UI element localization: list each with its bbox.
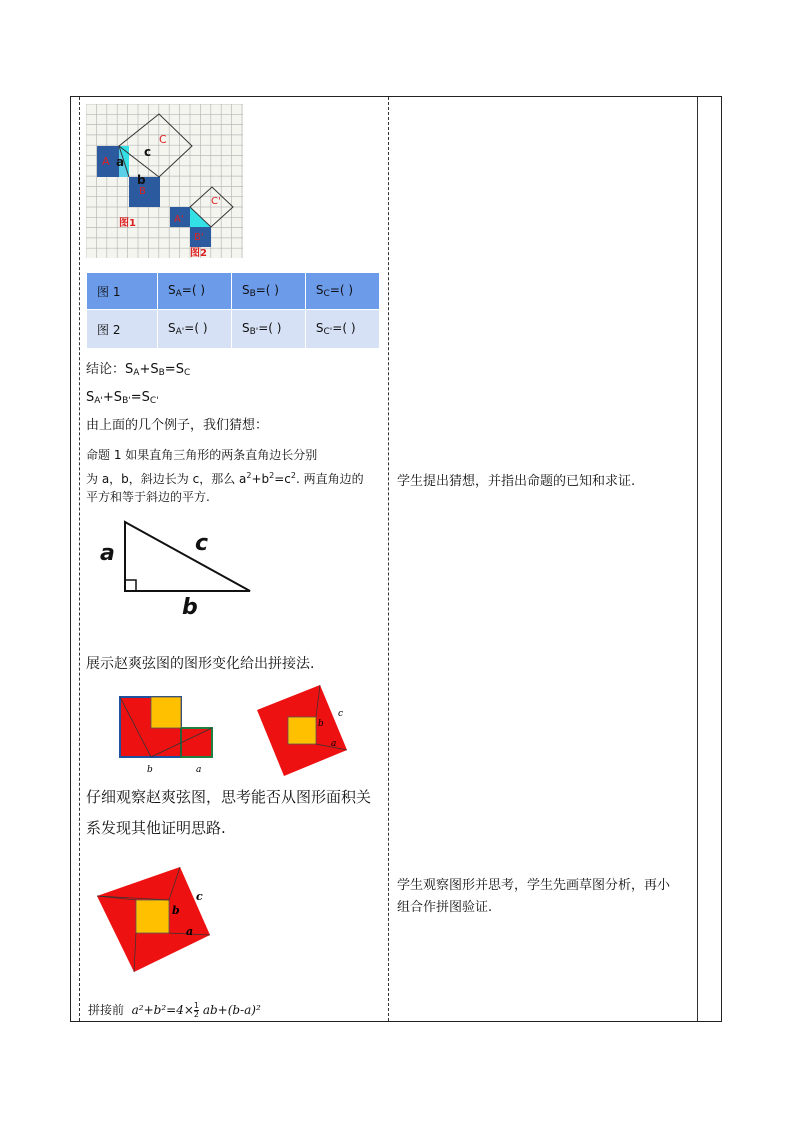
zhao-left-a: a	[196, 765, 202, 775]
zhao-right-figure	[252, 680, 364, 780]
observe-line-1: 仔细观察赵爽弦图，思考能否从图形面积关	[86, 788, 372, 806]
student-note-2-line-2: 组合作拼图验证.	[397, 900, 493, 915]
label-A: A	[102, 155, 110, 168]
row-label: 图 2	[87, 310, 158, 349]
column-divider	[697, 97, 698, 1021]
label-c: c	[144, 145, 152, 159]
student-note-1: 学生提出猜想，并指出命题的已知和求证.	[397, 474, 636, 489]
side-a-label: a	[100, 541, 115, 566]
label-B2: B'	[194, 232, 204, 243]
label-b: b	[137, 173, 146, 187]
big-c: c	[196, 890, 203, 903]
proposition-line-2: 为 a，b，斜边长为 c，那么 $a^2+b^2=c^2$. 两直角边的	[86, 471, 364, 486]
zhao-left-figure	[115, 692, 220, 777]
label-a: a	[116, 155, 125, 169]
side-c-label: c	[195, 531, 209, 556]
side-b-label: b	[182, 595, 198, 620]
caption-fig1: 图1	[119, 218, 136, 229]
conclusion-line-1: 结论：$S_A+S_B=S_C$	[86, 362, 191, 378]
zhao-right-b: b	[318, 719, 324, 729]
zhao-left-b: b	[147, 765, 153, 775]
conclusion-line-2: $S_{A'}+S_{B'}=S_{C'}$	[86, 390, 159, 406]
zhao-right-a: a	[331, 739, 337, 749]
area-table	[86, 272, 380, 349]
row-label: 图 1	[87, 273, 158, 310]
big-a: a	[186, 925, 194, 938]
student-note-2-line-1: 学生观察图形并思考，学生先画草图分析，再小	[397, 878, 671, 893]
label-B: B	[139, 186, 146, 197]
cell-sb: $S_B=$( )	[231, 273, 305, 310]
guess-intro: 由上面的几个例子，我们猜想：	[86, 418, 269, 433]
label-C2: C'	[211, 196, 221, 207]
table-row	[87, 310, 380, 349]
proposition-line-3: 平方和等于斜边的平方.	[86, 490, 210, 504]
caption-fig2: 图2	[190, 248, 207, 258]
cell-sa2: $S_{A'}=$( )	[158, 310, 232, 349]
zhao-right-c: c	[338, 709, 344, 719]
formula-line: 拼接前 a²+b²=4× $\frac{1}{2}$ ab+(b-a)²	[88, 1001, 261, 1019]
table-row	[87, 273, 380, 310]
right-triangle-figure	[95, 515, 265, 620]
grid-figure	[86, 104, 243, 258]
cell-sb2: $S_{B'}=$( )	[231, 310, 305, 349]
label-C: C	[159, 133, 167, 146]
observe-line-2: 系发现其他证明思路.	[86, 819, 226, 837]
zhao-big-figure	[92, 862, 218, 978]
zhao-intro: 展示赵爽弦图的图形变化给出拼接法.	[86, 656, 315, 672]
cell-sc2: $S_{C'}=$( )	[305, 310, 379, 349]
cell-sc: $S_C=$( )	[305, 273, 379, 310]
label-A2: A'	[174, 214, 184, 225]
proposition-line-1: 命题 1 如果直角三角形的两条直角边长分别	[86, 448, 318, 462]
big-b: b	[172, 904, 180, 917]
cell-sa: $S_A=$( )	[158, 273, 232, 310]
